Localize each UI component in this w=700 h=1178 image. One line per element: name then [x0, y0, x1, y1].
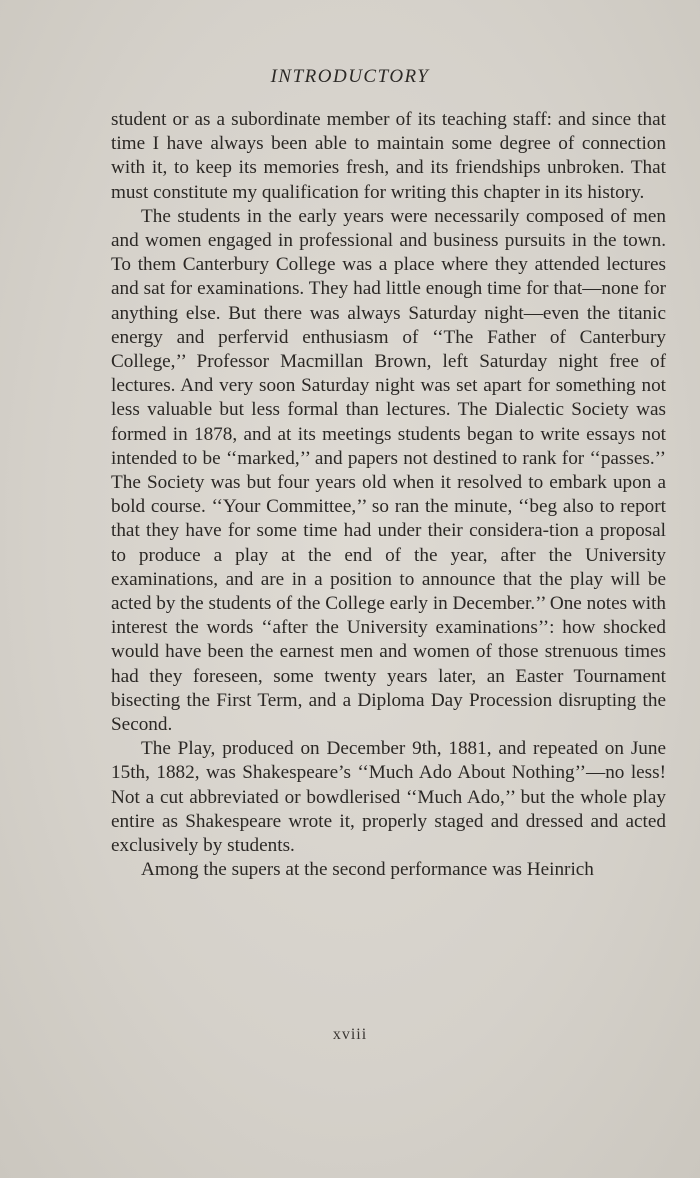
paragraph-play: The Play, produced on December 9th, 1881, and repeated on June 15th, 1882, was Shakespeare’s ‘‘Much Ado About Nothing’’—no less! Not a cut abbreviated or bowdlerised ‘‘Much Ado,’’ but the whole play entire as Shakespeare wrote it, properly staged and dressed and acted exclusively by students.: [111, 738, 666, 857]
paragraph-continuation: student or as a subordinate member of its teaching staff: and since that time I have always been able to maintain some degree of connection with it, to keep its memories fresh, and its friendships unbroken. That must constitute my qualification for writing this chapter in its history.: [111, 109, 666, 203]
body-text: [111, 108, 666, 883]
page-number: xviii: [332, 1026, 368, 1043]
running-head: INTRODUCTORY: [270, 66, 430, 87]
paragraph-supers: Among the supers at the second performance was Heinrich: [141, 859, 594, 881]
paragraph-students: The students in the early years were necessarily composed of men and women engaged in professional and business pursuits in the town. To them Canterbury College was a place where they attended lectures and sat for examinations. They had little enough time for that—none for anything else. But there was always Saturday night—even the titanic energy and perfervid enthusiasm of ‘‘The Father of Canterbury College,’’ Professor Macmillan Brown, left Saturday night free of lectures. And very soon Saturday night was set apart for something not less valuable but less formal than lectures. The Dialectic Society was formed in 1878, and at its meetings students began to write essays not intended to be ‘‘marked,’’ and papers not destined to rank for ‘‘passes.’’ The Society was but four years old when it resolved to embark upon a bold course. ‘‘Your Committee,’’ so ran the minute, ‘‘beg also to report that they have for some time had under their considera-tion a proposal to produce a play at the end of the year, after the University examinations, and are in a position to announce that the play will be acted by the students of the College early in December.’’ One notes with interest the words ‘‘after the University examinations’’: how shocked would have been the earnest men and women of those strenuous times had they foreseen, some twenty years later, an Easter Tournament bisecting the First Term, and a Diploma Day Procession disrupting the Second.: [111, 205, 667, 736]
